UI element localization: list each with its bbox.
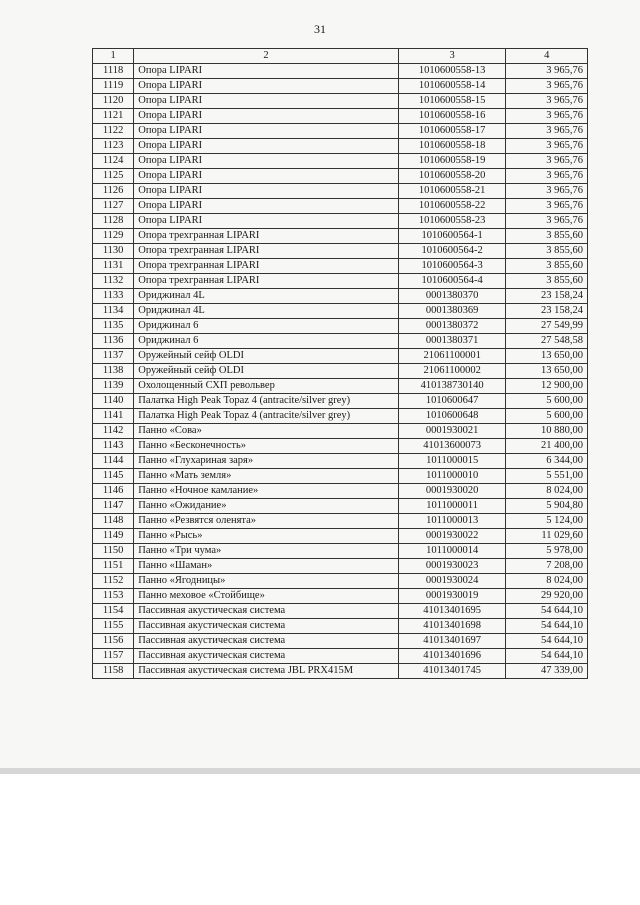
- table-row: [93, 214, 588, 229]
- price-cell: 3 855,60: [506, 229, 588, 244]
- row-number-cell: 1135: [93, 319, 134, 334]
- inventory-code-cell: 1011000015: [398, 454, 506, 469]
- price-cell: 3 965,76: [506, 154, 588, 169]
- price-cell: 12 900,00: [506, 379, 588, 394]
- inventory-code-cell: 1011000013: [398, 514, 506, 529]
- table-row: [93, 559, 588, 574]
- row-number-cell: 1125: [93, 169, 134, 184]
- item-name-cell: Панно «Глухариная заря»: [134, 454, 399, 469]
- price-cell: 10 880,00: [506, 424, 588, 439]
- price-cell: 27 549,99: [506, 319, 588, 334]
- inventory-code-cell: 0001380369: [398, 304, 506, 319]
- price-cell: 27 548,58: [506, 334, 588, 349]
- inventory-code-cell: 1010600558-20: [398, 169, 506, 184]
- item-name-cell: Панно «Три чума»: [134, 544, 399, 559]
- table-row: [93, 394, 588, 409]
- price-cell: 6 344,00: [506, 454, 588, 469]
- table-row: [93, 634, 588, 649]
- item-name-cell: Ориджинал 6: [134, 319, 399, 334]
- item-name-cell: Пассивная акустическая система: [134, 604, 399, 619]
- row-number-cell: 1152: [93, 574, 134, 589]
- price-cell: 3 965,76: [506, 109, 588, 124]
- price-cell: 13 650,00: [506, 349, 588, 364]
- column-header-3: 3: [398, 49, 506, 64]
- table-row: [93, 124, 588, 139]
- table-row: [93, 169, 588, 184]
- inventory-code-cell: 1010600647: [398, 394, 506, 409]
- inventory-code-cell: 0001380372: [398, 319, 506, 334]
- inventory-code-cell: 1010600558-22: [398, 199, 506, 214]
- row-number-cell: 1148: [93, 514, 134, 529]
- price-cell: 54 644,10: [506, 649, 588, 664]
- price-cell: 5 978,00: [506, 544, 588, 559]
- row-number-cell: 1132: [93, 274, 134, 289]
- item-name-cell: Панно «Ночное камлание»: [134, 484, 399, 499]
- price-cell: 3 965,76: [506, 139, 588, 154]
- table-row: [93, 244, 588, 259]
- inventory-code-cell: 1011000010: [398, 469, 506, 484]
- row-number-cell: 1155: [93, 619, 134, 634]
- price-cell: 3 965,76: [506, 64, 588, 79]
- item-name-cell: Опора LIPARI: [134, 94, 399, 109]
- price-cell: 5 124,00: [506, 514, 588, 529]
- price-cell: 54 644,10: [506, 619, 588, 634]
- inventory-code-cell: 0001930019: [398, 589, 506, 604]
- inventory-code-cell: 1011000014: [398, 544, 506, 559]
- price-cell: 5 904,80: [506, 499, 588, 514]
- table-row: [93, 499, 588, 514]
- inventory-table: [92, 48, 588, 679]
- column-header-2: 2: [134, 49, 399, 64]
- item-name-cell: Опора трехгранная LIPARI: [134, 259, 399, 274]
- table-body: [93, 64, 588, 679]
- item-name-cell: Опора LIPARI: [134, 64, 399, 79]
- inventory-code-cell: 0001380370: [398, 289, 506, 304]
- item-name-cell: Опора LIPARI: [134, 214, 399, 229]
- inventory-code-cell: 1010600558-23: [398, 214, 506, 229]
- row-number-cell: 1138: [93, 364, 134, 379]
- price-cell: 23 158,24: [506, 304, 588, 319]
- inventory-code-cell: 41013401696: [398, 649, 506, 664]
- price-cell: 5 600,00: [506, 409, 588, 424]
- item-name-cell: Опора LIPARI: [134, 154, 399, 169]
- price-cell: 3 965,76: [506, 169, 588, 184]
- price-cell: 23 158,24: [506, 289, 588, 304]
- item-name-cell: Палатка High Peak Topaz 4 (antracite/silver grey): [134, 409, 399, 424]
- column-header-4: 4: [506, 49, 588, 64]
- table-row: [93, 574, 588, 589]
- row-number-cell: 1147: [93, 499, 134, 514]
- item-name-cell: Опора LIPARI: [134, 184, 399, 199]
- item-name-cell: Ориджинал 4L: [134, 304, 399, 319]
- inventory-code-cell: 1010600648: [398, 409, 506, 424]
- row-number-cell: 1122: [93, 124, 134, 139]
- price-cell: 3 965,76: [506, 94, 588, 109]
- inventory-code-cell: 1010600558-13: [398, 64, 506, 79]
- table-row: [93, 319, 588, 334]
- row-number-cell: 1150: [93, 544, 134, 559]
- table-row: [93, 349, 588, 364]
- table-row: [93, 469, 588, 484]
- table-row: [93, 409, 588, 424]
- row-number-cell: 1157: [93, 649, 134, 664]
- price-cell: 5 600,00: [506, 394, 588, 409]
- item-name-cell: Панно «Сова»: [134, 424, 399, 439]
- item-name-cell: Опора LIPARI: [134, 109, 399, 124]
- row-number-cell: 1127: [93, 199, 134, 214]
- inventory-code-cell: 1010600564-4: [398, 274, 506, 289]
- table-row: [93, 364, 588, 379]
- price-cell: 5 551,00: [506, 469, 588, 484]
- price-cell: 3 965,76: [506, 79, 588, 94]
- item-name-cell: Панно «Бесконечность»: [134, 439, 399, 454]
- item-name-cell: Охолощенный СХП револьвер: [134, 379, 399, 394]
- item-name-cell: Пассивная акустическая система: [134, 619, 399, 634]
- row-number-cell: 1140: [93, 394, 134, 409]
- price-cell: 3 855,60: [506, 244, 588, 259]
- row-number-cell: 1158: [93, 664, 134, 679]
- price-cell: 8 024,00: [506, 484, 588, 499]
- table-row: [93, 109, 588, 124]
- row-number-cell: 1128: [93, 214, 134, 229]
- price-cell: 13 650,00: [506, 364, 588, 379]
- inventory-code-cell: 21061100001: [398, 349, 506, 364]
- row-number-cell: 1120: [93, 94, 134, 109]
- inventory-code-cell: 0001380371: [398, 334, 506, 349]
- row-number-cell: 1151: [93, 559, 134, 574]
- row-number-cell: 1130: [93, 244, 134, 259]
- item-name-cell: Опора LIPARI: [134, 169, 399, 184]
- inventory-code-cell: 1010600558-14: [398, 79, 506, 94]
- table-row: [93, 589, 588, 604]
- inventory-code-cell: 1010600564-2: [398, 244, 506, 259]
- table-row: [93, 229, 588, 244]
- inventory-code-cell: 41013401698: [398, 619, 506, 634]
- inventory-code-cell: 0001930021: [398, 424, 506, 439]
- inventory-code-cell: 0001930024: [398, 574, 506, 589]
- item-name-cell: Опора трехгранная LIPARI: [134, 274, 399, 289]
- inventory-code-cell: 1010600558-18: [398, 139, 506, 154]
- item-name-cell: Палатка High Peak Topaz 4 (antracite/silver grey): [134, 394, 399, 409]
- row-number-cell: 1134: [93, 304, 134, 319]
- table-row: [93, 529, 588, 544]
- table-row: [93, 454, 588, 469]
- inventory-code-cell: 1010600564-1: [398, 229, 506, 244]
- item-name-cell: Панно «Мать земля»: [134, 469, 399, 484]
- item-name-cell: Опора LIPARI: [134, 79, 399, 94]
- row-number-cell: 1142: [93, 424, 134, 439]
- column-header-1: 1: [93, 49, 134, 64]
- inventory-code-cell: 41013401695: [398, 604, 506, 619]
- table-row: [93, 619, 588, 634]
- row-number-cell: 1126: [93, 184, 134, 199]
- price-cell: 3 855,60: [506, 259, 588, 274]
- inventory-code-cell: 41013401745: [398, 664, 506, 679]
- item-name-cell: Пассивная акустическая система: [134, 649, 399, 664]
- table-row: [93, 289, 588, 304]
- inventory-code-cell: 0001930022: [398, 529, 506, 544]
- row-number-cell: 1124: [93, 154, 134, 169]
- row-number-cell: 1137: [93, 349, 134, 364]
- row-number-cell: 1133: [93, 289, 134, 304]
- item-name-cell: Панно меховое «Стойбище»: [134, 589, 399, 604]
- inventory-code-cell: 0001930023: [398, 559, 506, 574]
- table-row: [93, 184, 588, 199]
- price-cell: 3 965,76: [506, 124, 588, 139]
- item-name-cell: Панно «Шаман»: [134, 559, 399, 574]
- price-cell: 3 965,76: [506, 199, 588, 214]
- price-cell: 8 024,00: [506, 574, 588, 589]
- item-name-cell: Панно «Рысь»: [134, 529, 399, 544]
- inventory-code-cell: 1011000011: [398, 499, 506, 514]
- item-name-cell: Панно «Резвятся оленята»: [134, 514, 399, 529]
- item-name-cell: Ориджинал 6: [134, 334, 399, 349]
- table-row: [93, 379, 588, 394]
- table-row: [93, 199, 588, 214]
- table-header-row: [93, 49, 588, 64]
- item-name-cell: Оружейный сейф OLDI: [134, 349, 399, 364]
- row-number-cell: 1121: [93, 109, 134, 124]
- row-number-cell: 1153: [93, 589, 134, 604]
- item-name-cell: Пассивная акустическая система: [134, 634, 399, 649]
- row-number-cell: 1139: [93, 379, 134, 394]
- row-number-cell: 1141: [93, 409, 134, 424]
- table-row: [93, 79, 588, 94]
- row-number-cell: 1143: [93, 439, 134, 454]
- page-number: 31: [314, 22, 326, 36]
- price-cell: 3 965,76: [506, 214, 588, 229]
- inventory-code-cell: 1010600558-17: [398, 124, 506, 139]
- table-row: [93, 484, 588, 499]
- price-cell: 3 965,76: [506, 184, 588, 199]
- table-row: [93, 439, 588, 454]
- item-name-cell: Опора LIPARI: [134, 139, 399, 154]
- table-row: [93, 424, 588, 439]
- row-number-cell: 1136: [93, 334, 134, 349]
- item-name-cell: Опора трехгранная LIPARI: [134, 244, 399, 259]
- table-row: [93, 94, 588, 109]
- inventory-code-cell: 1010600564-3: [398, 259, 506, 274]
- price-cell: 47 339,00: [506, 664, 588, 679]
- price-cell: 54 644,10: [506, 604, 588, 619]
- item-name-cell: Опора LIPARI: [134, 124, 399, 139]
- item-name-cell: Опора трехгранная LIPARI: [134, 229, 399, 244]
- inventory-code-cell: 41013600073: [398, 439, 506, 454]
- table-row: [93, 544, 588, 559]
- table-row: [93, 334, 588, 349]
- inventory-code-cell: 1010600558-21: [398, 184, 506, 199]
- row-number-cell: 1118: [93, 64, 134, 79]
- price-cell: 29 920,00: [506, 589, 588, 604]
- inventory-code-cell: 21061100002: [398, 364, 506, 379]
- price-cell: 11 029,60: [506, 529, 588, 544]
- row-number-cell: 1154: [93, 604, 134, 619]
- row-number-cell: 1149: [93, 529, 134, 544]
- inventory-code-cell: 1010600558-19: [398, 154, 506, 169]
- row-number-cell: 1146: [93, 484, 134, 499]
- price-cell: 3 855,60: [506, 274, 588, 289]
- inventory-code-cell: 1010600558-15: [398, 94, 506, 109]
- table-row: [93, 259, 588, 274]
- item-name-cell: Опора LIPARI: [134, 199, 399, 214]
- table-row: [93, 664, 588, 679]
- item-name-cell: Панно «Ягодницы»: [134, 574, 399, 589]
- inventory-code-cell: 41013401697: [398, 634, 506, 649]
- row-number-cell: 1129: [93, 229, 134, 244]
- price-cell: 7 208,00: [506, 559, 588, 574]
- row-number-cell: 1131: [93, 259, 134, 274]
- table-row: [93, 604, 588, 619]
- row-number-cell: 1123: [93, 139, 134, 154]
- item-name-cell: Панно «Ожидание»: [134, 499, 399, 514]
- price-cell: 21 400,00: [506, 439, 588, 454]
- inventory-code-cell: 1010600558-16: [398, 109, 506, 124]
- item-name-cell: Ориджинал 4L: [134, 289, 399, 304]
- table-row: [93, 514, 588, 529]
- table-row: [93, 64, 588, 79]
- table-row: [93, 154, 588, 169]
- row-number-cell: 1156: [93, 634, 134, 649]
- table-row: [93, 304, 588, 319]
- item-name-cell: Пассивная акустическая система JBL PRX415M: [134, 664, 399, 679]
- inventory-code-cell: 410138730140: [398, 379, 506, 394]
- price-cell: 54 644,10: [506, 634, 588, 649]
- row-number-cell: 1119: [93, 79, 134, 94]
- item-name-cell: Оружейный сейф OLDI: [134, 364, 399, 379]
- row-number-cell: 1145: [93, 469, 134, 484]
- row-number-cell: 1144: [93, 454, 134, 469]
- table-row: [93, 139, 588, 154]
- table-row: [93, 274, 588, 289]
- table-row: [93, 649, 588, 664]
- inventory-code-cell: 0001930020: [398, 484, 506, 499]
